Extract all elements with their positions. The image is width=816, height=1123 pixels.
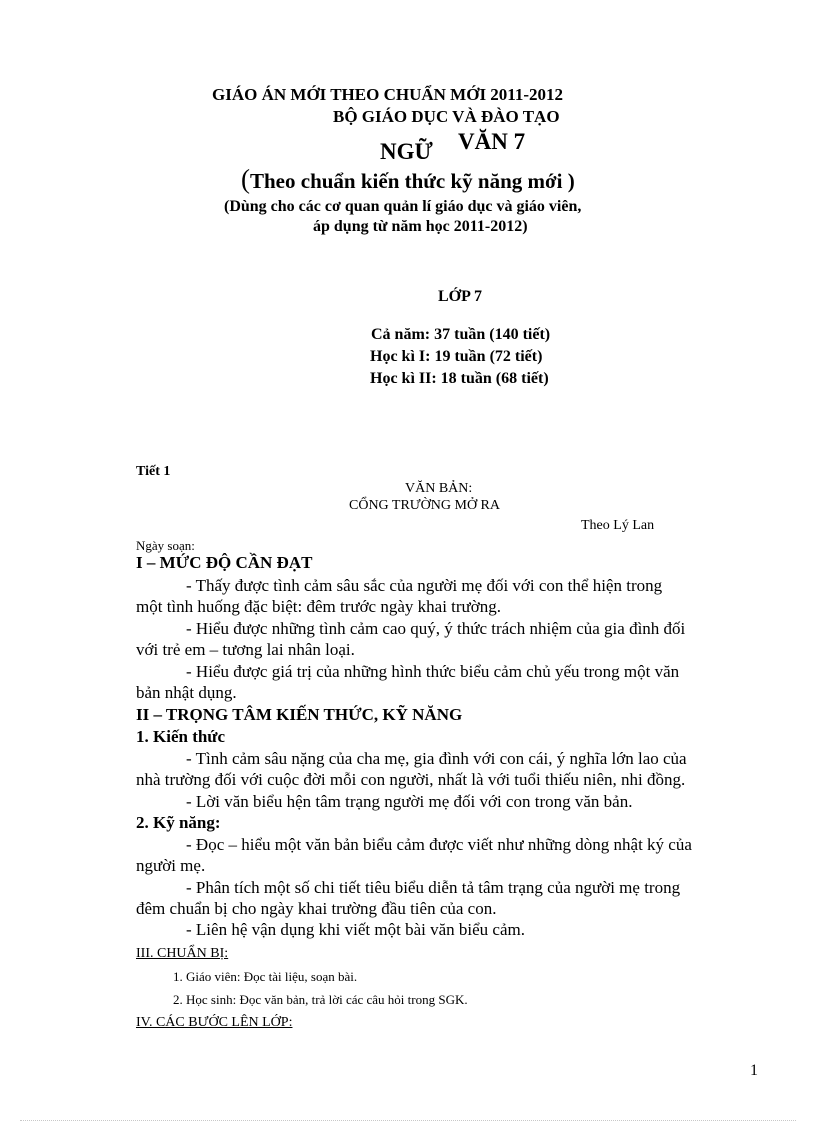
s3-line-2: 2. Học sinh: Đọc văn bản, trả lời các câu hỏi trong SGK.	[173, 992, 468, 1007]
text-label: VĂN BẢN:	[405, 481, 473, 496]
s1-line-5: - Hiểu được giá trị của những hình thức biểu cảm chủ yếu trong một văn	[186, 662, 680, 681]
section-2-2-heading: 2. Kỹ năng:	[136, 813, 221, 832]
s2-2-line-2: người mẹ.	[136, 856, 206, 875]
page-bottom-divider	[20, 1120, 796, 1121]
ministry-name: BỘ GIÁO DỤC VÀ ĐÀO TẠO	[333, 107, 560, 126]
s1-line-3: - Hiểu được những tình cảm cao quý, ý thức trách nhiệm của gia đình đối	[186, 619, 686, 638]
s2-2-line-3: - Phân tích một số chi tiết tiêu biểu diễn tả tâm trạng của người mẹ trong	[186, 878, 681, 897]
s2-2-line-4: đêm chuẩn bị cho ngày khai trường đầu tiên của con.	[136, 899, 497, 918]
s1-line-4: với trẻ em – tương lai nhân loại.	[136, 640, 355, 659]
usage-line-1: (Dùng cho các cơ quan quản lí giáo dục và giáo viên,	[224, 198, 582, 215]
term2-schedule: Học kì II: 18 tuần (68 tiết)	[370, 370, 549, 387]
section-1-heading: I – MỨC ĐỘ CẦN ĐẠT	[136, 553, 313, 572]
year-schedule: Cả năm: 37 tuần (140 tiết)	[371, 326, 551, 343]
term1-schedule: Học kì I: 19 tuần (72 tiết)	[370, 348, 543, 365]
page-number: 1	[750, 1062, 758, 1079]
s1-line-2: một tình huống đặc biệt: đêm trước ngày khai trường.	[136, 597, 502, 616]
standard-line	[241, 164, 575, 195]
s2-1-line-1: - Tình cảm sâu nặng của cha mẹ, gia đình với con cái, ý nghĩa lớn lao của	[186, 749, 687, 768]
s2-1-line-2: nhà trường đối với cuộc đời mỗi con người, nhất là với tuổi thiếu niên, nhi đồng.	[136, 770, 686, 789]
subject-part2: VĂN 7	[458, 129, 526, 154]
s3-line-1: 1. Giáo viên: Đọc tài liệu, soạn bài.	[173, 969, 358, 984]
s2-2-line-1: - Đọc – hiểu một văn bản biểu cảm được viết như những dòng nhật ký của	[186, 835, 692, 854]
s2-1-line-3: - Lời văn biểu hện tâm trạng người mẹ đối với con trong văn bản.	[186, 792, 633, 811]
section-4-heading: IV. CÁC BƯỚC LÊN LỚP:	[136, 1015, 293, 1030]
date-label: Ngày soạn:	[136, 538, 195, 553]
section-2-1-heading: 1. Kiến thức	[136, 727, 226, 746]
class-title: LỚP 7	[438, 288, 483, 305]
author: Theo Lý Lan	[581, 518, 655, 533]
s2-2-line-5: - Liên hệ vận dụng khi viết một bài văn biểu cảm.	[186, 920, 525, 939]
standard-text: Theo chuẩn kiến thức kỹ năng mới )	[250, 169, 575, 193]
section-3-heading: III. CHUẨN BỊ:	[136, 946, 229, 961]
s1-line-1: - Thấy được tình cảm sâu sắc của người mẹ đối với con thể hiện trong	[186, 576, 663, 595]
s1-line-6: bản nhật dụng.	[136, 683, 237, 702]
period-label: Tiết 1	[136, 464, 171, 479]
subject-part1: NGỮ	[380, 139, 433, 164]
section-2-heading: II – TRỌNG TÂM KIẾN THỨC, KỸ NĂNG	[136, 705, 463, 724]
usage-line-2: áp dụng từ năm học 2011-2012)	[313, 218, 528, 235]
open-paren: (	[241, 164, 250, 194]
text-title: CỔNG TRƯỜNG MỞ RA	[349, 498, 501, 513]
header-title: GIÁO ÁN MỚI THEO CHUẨN MỚI 2011-2012	[212, 85, 564, 104]
